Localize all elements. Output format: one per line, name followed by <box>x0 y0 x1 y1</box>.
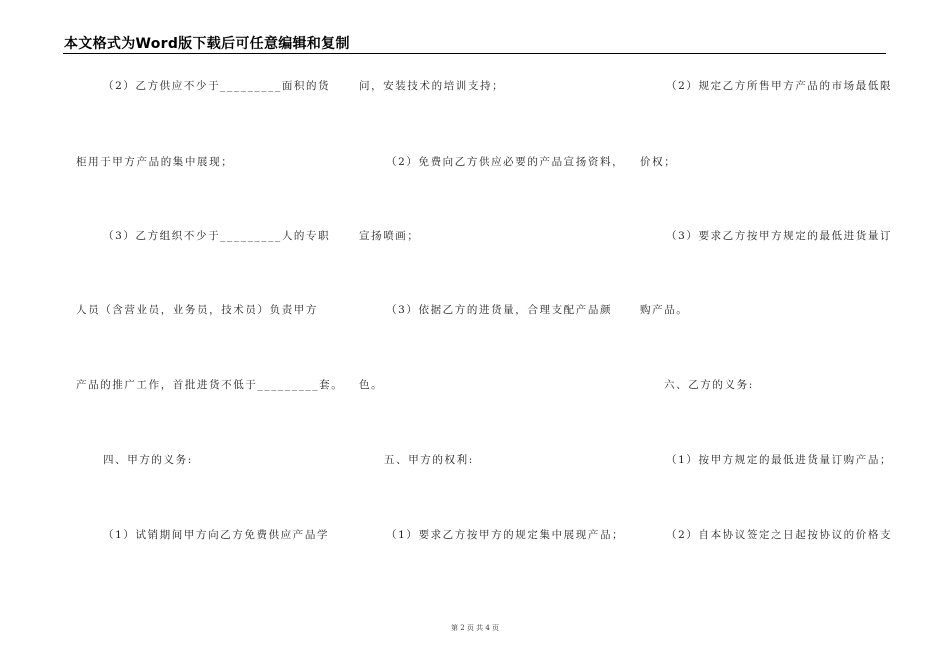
right-line-3: （3）要求乙方按甲方规定的最低进货量订 <box>666 230 893 242</box>
right-line-4: 购产品。 <box>640 304 689 316</box>
middle-heading-party-a-rights: 五、甲方的权利: <box>384 454 474 466</box>
right-line-1: （2）规定乙方所售甲方产品的市场最低限 <box>666 80 893 92</box>
right-line-2: 价权； <box>640 156 677 168</box>
middle-line-5: 色。 <box>359 379 384 391</box>
page-header-title: 本文格式为Word版下载后可任意编辑和复制 <box>64 36 350 52</box>
left-line-3: （3）乙方组织不少于_________人的专职 <box>103 230 331 242</box>
middle-line-1: 问，安装技术的培训支持； <box>359 80 505 92</box>
page-number-footer: 第 2 页 共 4 页 <box>450 624 500 632</box>
middle-line-4: （3）依据乙方的进货量，合理支配产品颜 <box>386 304 613 316</box>
left-heading-party-a-obligations: 四、甲方的义务: <box>103 454 193 466</box>
left-line-2: 柜用于甲方产品的集中展现； <box>76 156 234 168</box>
left-line-1: （2）乙方供应不少于_________面积的货 <box>103 80 331 92</box>
header-divider <box>63 53 886 54</box>
middle-line-7: （1）要求乙方按甲方的规定集中展现产品； <box>386 529 625 541</box>
middle-line-2: （2）免费向乙方供应必要的产品宣扬资料， <box>386 156 625 168</box>
left-line-4: 人员（含营业员，业务员，技术员）负责甲方 <box>76 304 318 316</box>
right-heading-party-b-obligations: 六、乙方的义务: <box>664 379 754 391</box>
middle-line-3: 宣扬喷画； <box>359 230 420 242</box>
left-line-5: 产品的推广工作，首批进货不低于_________套。 <box>76 379 344 391</box>
right-line-7: （2）自本协议签定之日起按协议的价格支 <box>666 529 893 541</box>
left-line-7: （1）试销期间甲方向乙方免费供应产品学 <box>103 529 330 541</box>
right-line-6: （1）按甲方规定的最低进货量订购产品； <box>666 454 893 466</box>
